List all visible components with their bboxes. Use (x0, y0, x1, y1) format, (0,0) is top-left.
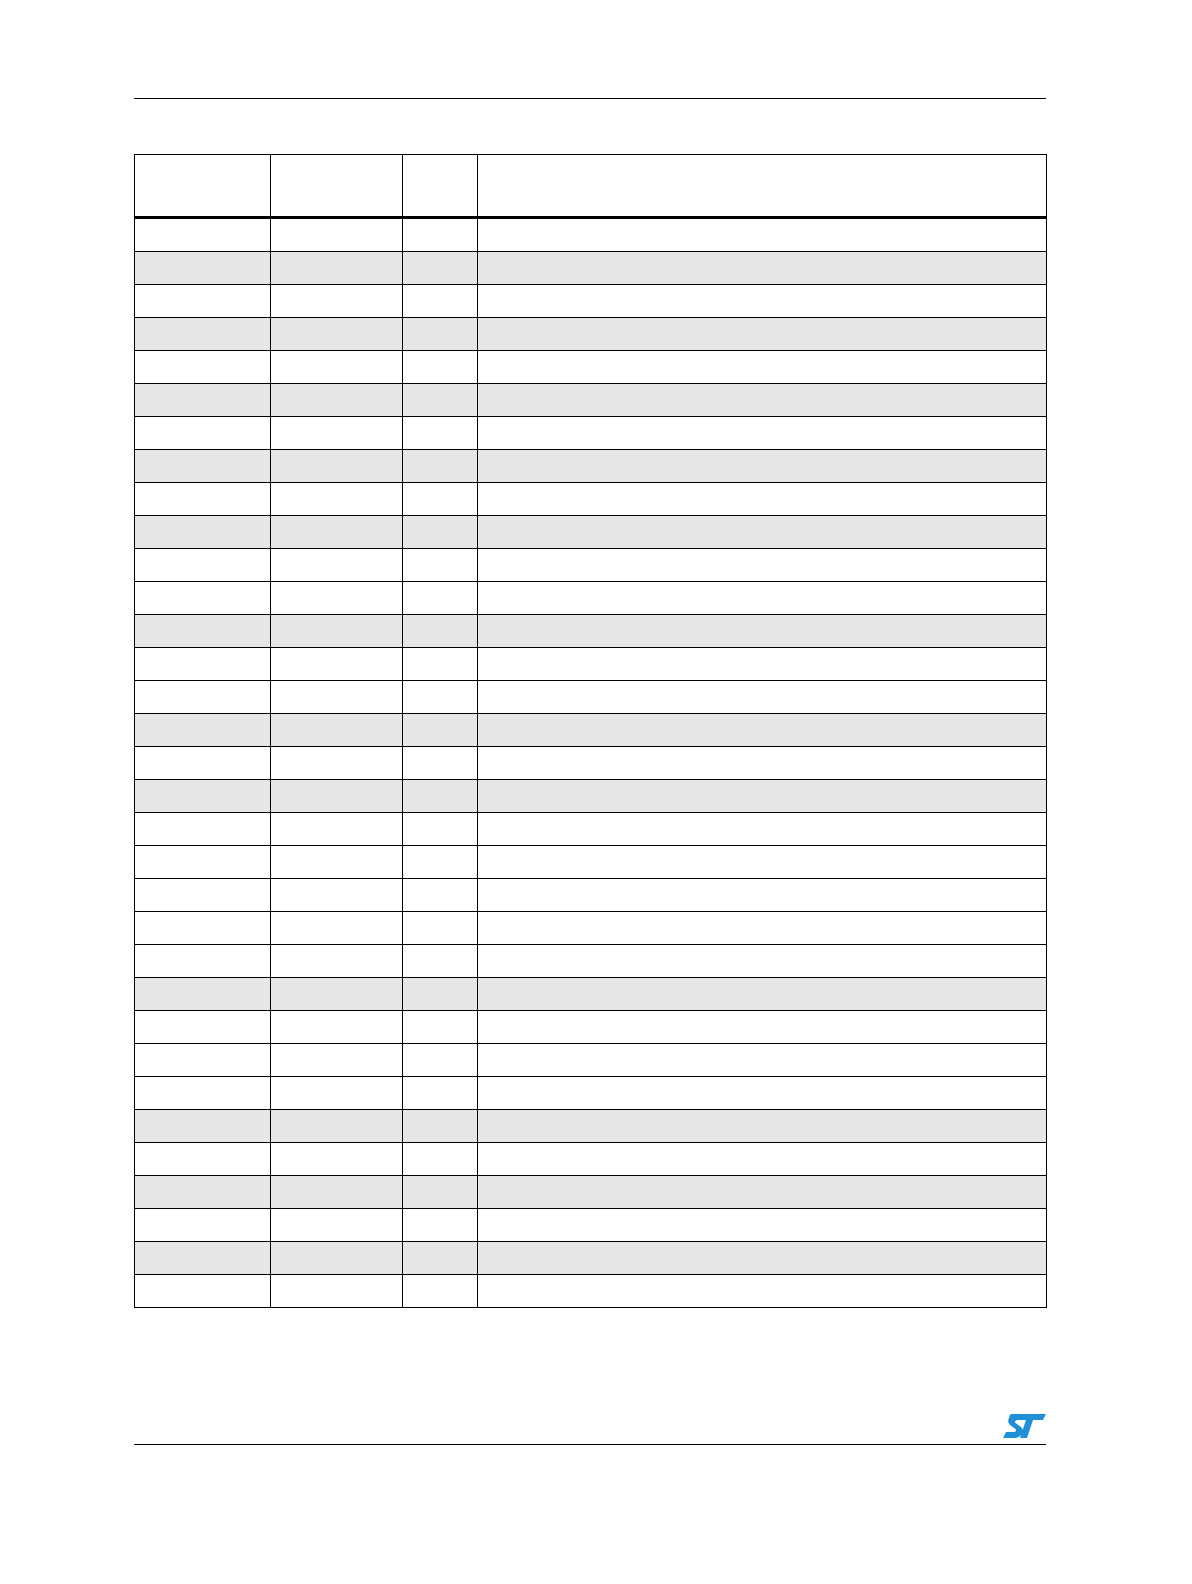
table-cell (403, 747, 478, 780)
table-row (135, 978, 1047, 1011)
table-cell (135, 1011, 271, 1044)
column-header (478, 155, 1047, 218)
table-row (135, 945, 1047, 978)
footer-rule (134, 1444, 1046, 1445)
table-cell (403, 384, 478, 417)
header-rule (134, 98, 1046, 99)
table-cell (135, 252, 271, 285)
table-cell (478, 384, 1047, 417)
table-cell (271, 582, 403, 615)
table-cell (271, 1209, 403, 1242)
table-cell (403, 450, 478, 483)
table-cell (135, 681, 271, 714)
table-cell (403, 912, 478, 945)
table-cell (478, 912, 1047, 945)
table-row (135, 1176, 1047, 1209)
table-cell (135, 912, 271, 945)
table-cell (271, 450, 403, 483)
table-cell (135, 879, 271, 912)
table-cell (478, 1110, 1047, 1143)
table-cell (271, 648, 403, 681)
table-cell (271, 351, 403, 384)
table-cell (403, 1176, 478, 1209)
table-cell (135, 450, 271, 483)
table-cell (135, 978, 271, 1011)
table-cell (271, 780, 403, 813)
table-cell (135, 1176, 271, 1209)
table-cell (478, 780, 1047, 813)
table-row (135, 516, 1047, 549)
table-header-row (135, 155, 1047, 218)
table-cell (135, 615, 271, 648)
table-row (135, 318, 1047, 351)
table-row (135, 1077, 1047, 1110)
table-cell (271, 1143, 403, 1176)
table-cell (478, 516, 1047, 549)
table-cell (478, 1011, 1047, 1044)
table-cell (403, 351, 478, 384)
table-row (135, 648, 1047, 681)
table-cell (135, 417, 271, 450)
table-cell (271, 846, 403, 879)
table-cell (478, 747, 1047, 780)
table-cell (403, 516, 478, 549)
table-cell (271, 1242, 403, 1275)
table-cell (271, 549, 403, 582)
table-row (135, 912, 1047, 945)
table-cell (403, 945, 478, 978)
table-cell (135, 582, 271, 615)
table-cell (403, 582, 478, 615)
table-cell (135, 483, 271, 516)
table-cell (478, 813, 1047, 846)
table-cell (135, 813, 271, 846)
table-cell (271, 1011, 403, 1044)
table-cell (271, 252, 403, 285)
table-cell (403, 1110, 478, 1143)
table-cell (271, 417, 403, 450)
table-cell (135, 945, 271, 978)
table-cell (135, 285, 271, 318)
table-cell (478, 318, 1047, 351)
table-cell (271, 1176, 403, 1209)
table-cell (478, 252, 1047, 285)
table-cell (135, 648, 271, 681)
column-header (271, 155, 403, 218)
table-row (135, 813, 1047, 846)
table-cell (478, 681, 1047, 714)
column-header (403, 155, 478, 218)
table-cell (403, 1011, 478, 1044)
table-cell (403, 1077, 478, 1110)
table-cell (403, 1242, 478, 1275)
table-cell (478, 1044, 1047, 1077)
table-cell (478, 351, 1047, 384)
table-row (135, 747, 1047, 780)
table-cell (403, 318, 478, 351)
table-cell (271, 318, 403, 351)
table-cell (271, 1110, 403, 1143)
table-row (135, 252, 1047, 285)
table-row (135, 846, 1047, 879)
table-cell (135, 1209, 271, 1242)
table-cell (135, 780, 271, 813)
table-row (135, 582, 1047, 615)
table-cell (403, 813, 478, 846)
table-cell (403, 549, 478, 582)
table-cell (135, 1044, 271, 1077)
table-row (135, 1110, 1047, 1143)
table-row (135, 615, 1047, 648)
table-cell (271, 1077, 403, 1110)
table-cell (478, 450, 1047, 483)
table-cell (478, 218, 1047, 252)
table-cell (478, 648, 1047, 681)
table-cell (403, 714, 478, 747)
table-row (135, 681, 1047, 714)
table-cell (403, 780, 478, 813)
table-cell (478, 417, 1047, 450)
table-cell (271, 747, 403, 780)
register-table (134, 154, 1047, 1308)
table-cell (478, 945, 1047, 978)
table-cell (403, 1275, 478, 1308)
st-logo-icon (1002, 1412, 1048, 1440)
table-cell (271, 615, 403, 648)
table-cell (271, 879, 403, 912)
table-cell (135, 1110, 271, 1143)
table-cell (478, 1242, 1047, 1275)
table-row (135, 780, 1047, 813)
table-row (135, 1209, 1047, 1242)
table-body (135, 218, 1047, 1308)
table-cell (271, 813, 403, 846)
table-cell (478, 483, 1047, 516)
table-row (135, 384, 1047, 417)
table-cell (271, 1275, 403, 1308)
table-cell (478, 549, 1047, 582)
table-row (135, 218, 1047, 252)
table-cell (271, 912, 403, 945)
table-cell (135, 318, 271, 351)
table-cell (478, 1143, 1047, 1176)
table-cell (478, 1209, 1047, 1242)
table-cell (403, 218, 478, 252)
table-cell (403, 978, 478, 1011)
table-cell (478, 1176, 1047, 1209)
table-cell (403, 252, 478, 285)
table-cell (403, 1143, 478, 1176)
table-cell (135, 1143, 271, 1176)
table-row (135, 450, 1047, 483)
table-cell (271, 1044, 403, 1077)
table-cell (403, 1209, 478, 1242)
table-cell (403, 846, 478, 879)
table-row (135, 1242, 1047, 1275)
table-cell (135, 351, 271, 384)
table-cell (135, 549, 271, 582)
table-cell (271, 714, 403, 747)
table-row (135, 483, 1047, 516)
table-cell (271, 945, 403, 978)
column-header (135, 155, 271, 218)
table-cell (271, 384, 403, 417)
table-cell (403, 681, 478, 714)
table-row (135, 549, 1047, 582)
table-cell (403, 285, 478, 318)
table-cell (478, 714, 1047, 747)
table-cell (271, 285, 403, 318)
table-row (135, 417, 1047, 450)
table-cell (271, 483, 403, 516)
table-cell (478, 879, 1047, 912)
table-cell (135, 846, 271, 879)
table-cell (135, 1242, 271, 1275)
table-cell (271, 516, 403, 549)
table-row (135, 1275, 1047, 1308)
table-cell (271, 978, 403, 1011)
table-row (135, 879, 1047, 912)
table-row (135, 1143, 1047, 1176)
table-cell (135, 1275, 271, 1308)
table-row (135, 285, 1047, 318)
table-cell (135, 516, 271, 549)
table-row (135, 1044, 1047, 1077)
table-cell (478, 582, 1047, 615)
table-cell (271, 218, 403, 252)
table-cell (403, 879, 478, 912)
table-row (135, 714, 1047, 747)
table-cell (135, 747, 271, 780)
table-cell (478, 1077, 1047, 1110)
table-cell (403, 483, 478, 516)
table-cell (403, 615, 478, 648)
table-cell (135, 1077, 271, 1110)
table-cell (135, 218, 271, 252)
table-cell (478, 1275, 1047, 1308)
table-row (135, 351, 1047, 384)
table-cell (478, 978, 1047, 1011)
table-cell (478, 615, 1047, 648)
table-cell (403, 648, 478, 681)
table-cell (271, 681, 403, 714)
table-cell (403, 1044, 478, 1077)
table-cell (478, 846, 1047, 879)
table-cell (403, 417, 478, 450)
table-cell (135, 384, 271, 417)
table-cell (478, 285, 1047, 318)
table-row (135, 1011, 1047, 1044)
table-cell (135, 714, 271, 747)
